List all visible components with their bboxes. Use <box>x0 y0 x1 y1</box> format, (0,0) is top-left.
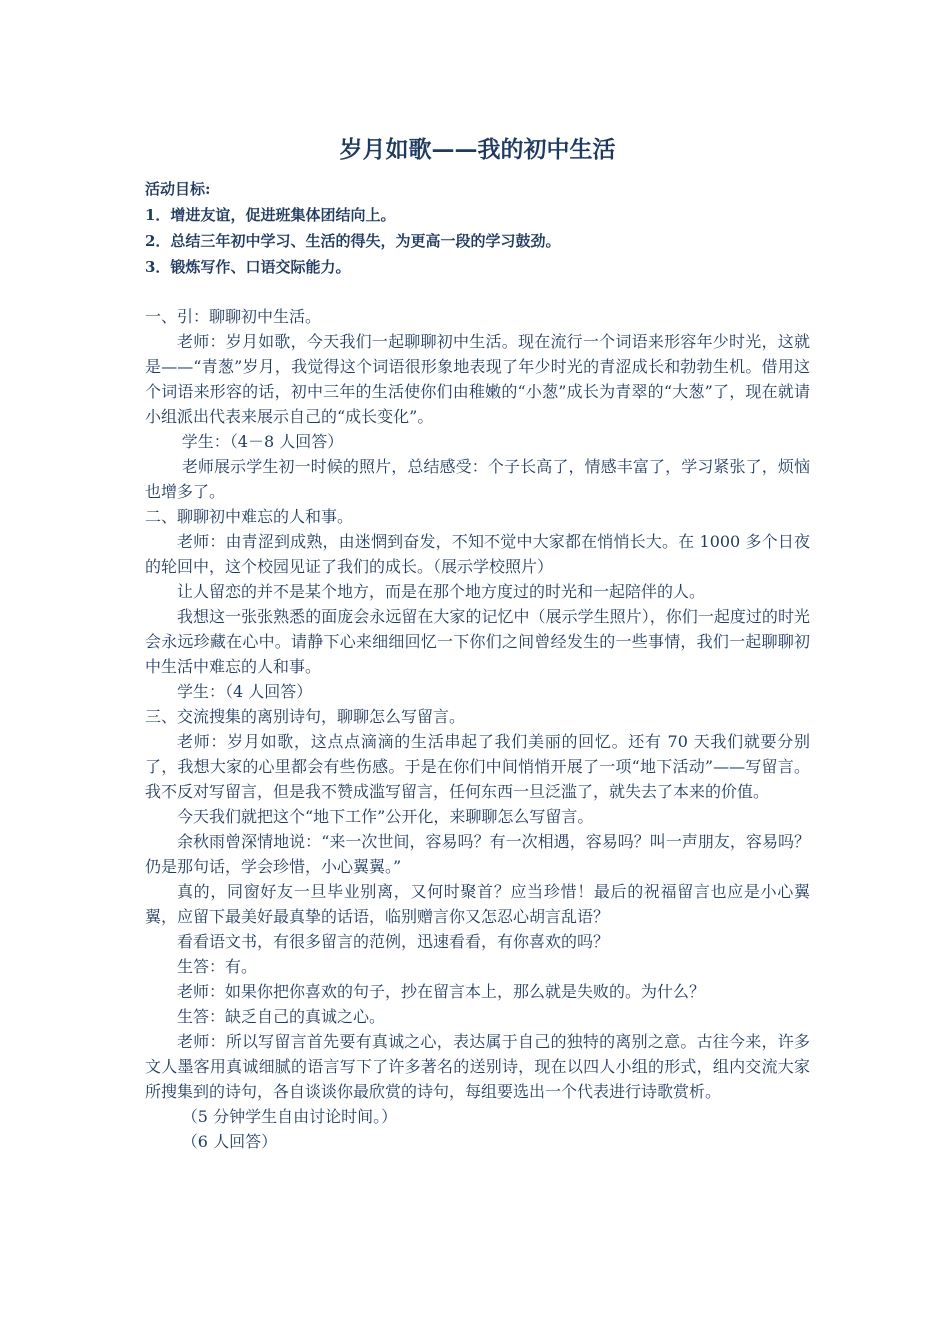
activity-goals <box>145 176 810 280</box>
body-paragraph: 看看语文书，有很多留言的范例，迅速看看，有你喜欢的吗？ <box>177 932 610 951</box>
goal-item: 1．增进友谊，促进班集体团结向上。 <box>145 206 396 224</box>
document-body <box>145 304 810 1154</box>
section-heading: 一、引：聊聊初中生活。 <box>145 307 322 326</box>
body-paragraph: 老师展示学生初一时候的照片，总结感受：个子长高了，情感丰富了，学习紧张了，烦恼也增多了。 <box>145 457 810 501</box>
body-paragraph: 老师：如果你把你喜欢的句子，抄在留言本上，那么就是失败的。为什么？ <box>177 982 706 1001</box>
body-paragraph: 学生：（4 人回答） <box>177 682 313 701</box>
body-paragraph: 生答：有。 <box>177 957 258 976</box>
body-paragraph: 生答：缺乏自己的真诚之心。 <box>177 1007 386 1026</box>
body-paragraph: 老师：岁月如歌，这点点滴滴的生活串起了我们美丽的回忆。还有 70 天我们就要分别了，我想大家的心里都会有些伤感。于是在你们中间悄悄开展了一项“地下活动”——写留言。我不反对写留言，但是我不赞成滥写留言，任何东西一旦泛滥了，就失去了本来的价值。 <box>145 732 810 801</box>
section-heading: 三、交流搜集的离别诗句，聊聊怎么写留言。 <box>145 707 466 726</box>
goals-heading: 活动目标: <box>145 180 211 198</box>
body-paragraph: 余秋雨曾深情地说：“来一次世间，容易吗？有一次相遇，容易吗？叫一声朋友，容易吗？仍是那句话，学会珍惜，小心翼翼。” <box>145 832 810 876</box>
page-title: 岁月如歌——我的初中生活 <box>339 136 616 163</box>
body-paragraph: 老师：岁月如歌，今天我们一起聊聊初中生活。现在流行一个词语来形容年少时光，这就是——“青葱”岁月，我觉得这个词语很形象地表现了年少时光的青涩成长和勃勃生机。借用这个词语来形容的话，初中三年的生活使你们由稚嫩的“小葱”成长为青翠的“大葱”了，现在就请小组派出代表来展示自己的“成长变化”。 <box>145 332 810 426</box>
section-heading: 二、聊聊初中难忘的人和事。 <box>145 507 354 526</box>
body-paragraph: 让人留恋的并不是某个地方，而是在那个地方度过的时光和一起陪伴的人。 <box>177 582 706 601</box>
document-content <box>145 128 810 1154</box>
body-paragraph: （5 分钟学生自由讨论时间。） <box>181 1107 398 1126</box>
body-paragraph: （6 人回答） <box>181 1132 278 1151</box>
goal-item: 2．总结三年初中学习、生活的得失，为更高一段的学习鼓劲。 <box>145 232 561 250</box>
body-paragraph: 学生：（4－8 人回答） <box>181 432 344 451</box>
goal-item: 3．锻炼写作、口语交际能力。 <box>145 258 351 276</box>
body-paragraph: 今天我们就把这个“地下工作”公开化，来聊聊怎么写留言。 <box>177 807 594 826</box>
body-paragraph: 老师：所以写留言首先要有真诚之心，表达属于自己的独特的离别之意。古往今来，许多文人墨客用真诚细腻的语言写下了许多著名的送别诗，现在以四人小组的形式，组内交流大家所搜集到的诗句，各自谈谈你最欣赏的诗句，每组要选出一个代表进行诗歌赏析。 <box>145 1032 810 1101</box>
body-paragraph: 我想这一张张熟悉的面庞会永远留在大家的记忆中（展示学生照片），你们一起度过的时光会永远珍藏在心中。请静下心来细细回忆一下你们之间曾经发生的一些事情，我们一起聊聊初中生活中难忘的人和事。 <box>145 607 810 676</box>
body-paragraph: 真的，同窗好友一旦毕业别离，又何时聚首？应当珍惜！最后的祝福留言也应是小心翼翼，应留下最美好最真挚的话语，临别赠言你又怎忍心胡言乱语？ <box>145 882 810 926</box>
body-paragraph: 老师：由青涩到成熟，由迷惘到奋发，不知不觉中大家都在悄悄长大。在 1000 多个日夜的轮回中，这个校园见证了我们的成长。（展示学校照片） <box>145 532 810 576</box>
